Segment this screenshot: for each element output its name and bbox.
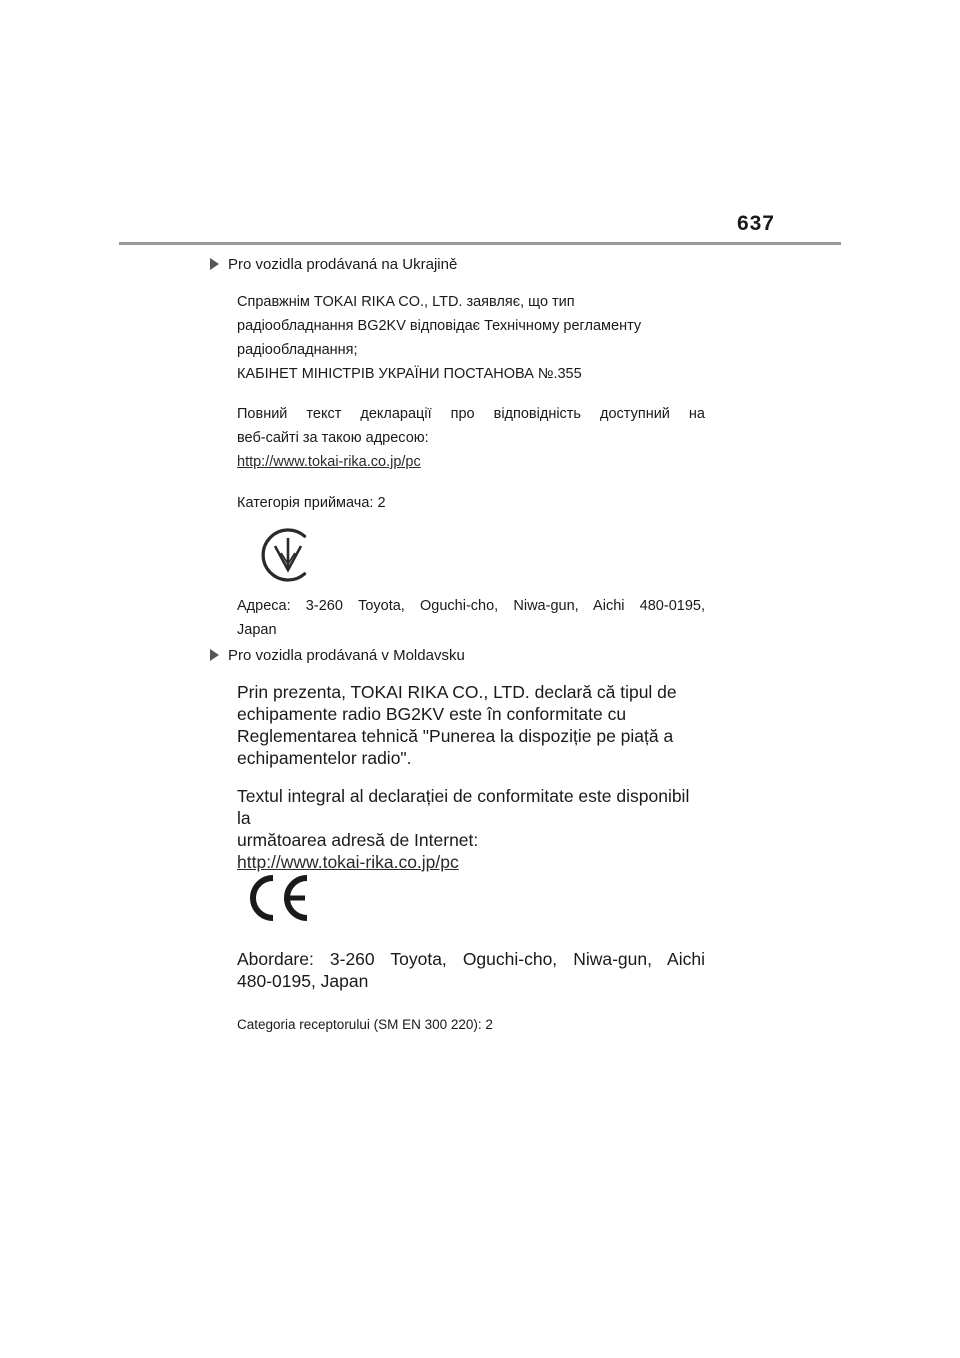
- triangle-bullet-icon: [210, 649, 219, 661]
- moldova-address: [237, 948, 705, 992]
- ukraine-fulltext-line: веб-сайті за такою адресою:: [237, 430, 429, 446]
- ukraine-declaration-line: КАБІНЕТ МІНІСТРІВ УКРАЇНИ ПОСТАНОВА №.355: [237, 366, 582, 382]
- moldova-declaration-line: Reglementarea tehnică "Punerea la dispoziție pe piață a: [237, 726, 674, 746]
- ukrsepro-conformity-mark-icon: [259, 526, 317, 589]
- moldova-receiver-category-text: Categoria receptorului (SM EN 300 220): 2: [237, 1017, 493, 1032]
- moldova-url-link[interactable]: http://www.tokai-rika.co.jp/pc: [237, 852, 459, 872]
- section-heading-ukraine: [210, 255, 457, 275]
- moldova-address-line: Abordare: 3-260 Toyota, Oguchi-cho, Niwa-gun, Aichi: [237, 949, 705, 969]
- ukraine-declaration-line: радіообладнання BG2KV відповідає Технічному регламенту: [237, 318, 642, 334]
- ukraine-address: [237, 594, 705, 642]
- moldova-fulltext: [237, 785, 705, 873]
- moldova-declaration-line: echipamente radio BG2KV este în conformitate cu: [237, 704, 627, 724]
- moldova-fulltext-line: Textul integral al declarației de conformitate este disponibil la: [237, 786, 690, 828]
- moldova-receiver-category: [237, 1015, 705, 1035]
- header-rule: [119, 242, 841, 245]
- section-heading-moldova-text: Pro vozidla prodávaná v Moldavsku: [228, 647, 465, 664]
- triangle-bullet-icon: [210, 258, 219, 270]
- section-heading-ukraine-text: Pro vozidla prodávaná na Ukrajině: [228, 256, 458, 273]
- page-number: 637: [736, 212, 775, 235]
- ukraine-receiver-category: [237, 491, 705, 515]
- ukraine-declaration: [237, 290, 705, 386]
- ukraine-fulltext-line: Повний текст декларації про відповідність доступний на: [237, 406, 705, 422]
- moldova-fulltext-line: următoarea adresă de Internet:: [237, 830, 479, 850]
- ukraine-address-line: Адреса: 3-260 Toyota, Oguchi-cho, Niwa-gun, Aichi 480-0195,: [237, 598, 705, 614]
- ukraine-declaration-line: радіообладнання;: [237, 342, 358, 358]
- ukraine-receiver-category-text: Категорія приймача: 2: [237, 495, 386, 511]
- ukraine-fulltext: [237, 402, 705, 474]
- ukraine-declaration-line: Справжнім TOKAI RIKA CO., LTD. заявляє, що тип: [237, 294, 575, 310]
- ukraine-address-line: Japan: [237, 622, 277, 638]
- ukraine-url-link[interactable]: http://www.tokai-rika.co.jp/pc: [237, 454, 421, 470]
- moldova-declaration: [237, 681, 705, 769]
- moldova-declaration-line: echipamentelor radio".: [237, 748, 412, 768]
- moldova-declaration-line: Prin prezenta, TOKAI RIKA CO., LTD. declară că tipul de: [237, 682, 677, 702]
- moldova-address-line: 480-0195, Japan: [237, 971, 369, 991]
- section-heading-moldova: [210, 646, 465, 666]
- ce-mark-icon: [244, 872, 312, 929]
